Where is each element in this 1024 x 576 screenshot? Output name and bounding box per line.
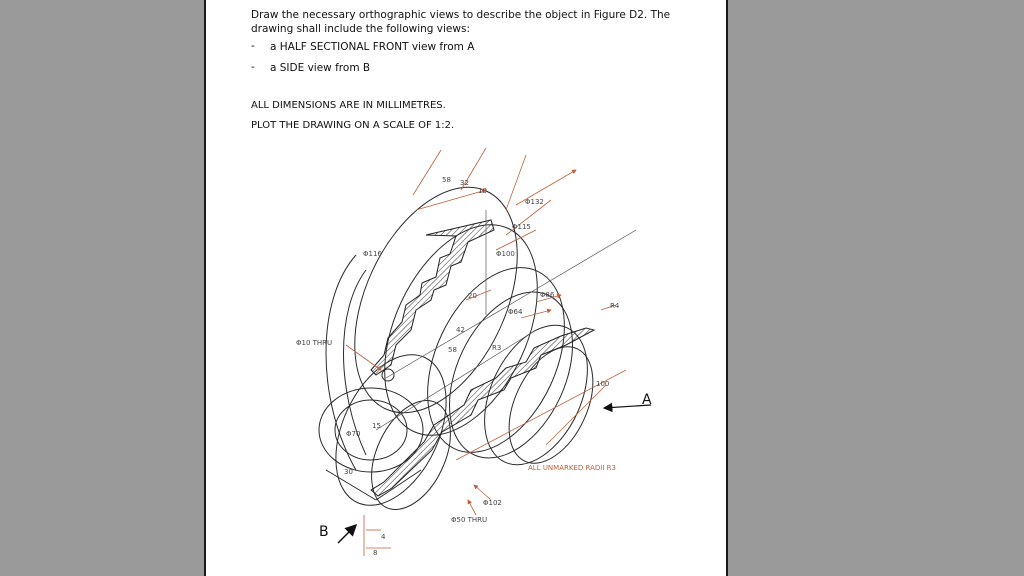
dim-phi116: Φ116 [363, 250, 382, 258]
dim-phi102: Φ102 [483, 499, 502, 507]
dim-phi100: Φ100 [496, 250, 515, 258]
dim-30: 30 [344, 468, 353, 476]
dim-100: 100 [596, 380, 610, 388]
dim-8: 8 [373, 549, 378, 557]
label-a: A [642, 392, 652, 408]
label-b: B [319, 524, 329, 540]
center-lines [376, 210, 636, 430]
note-dimensions: ALL DIMENSIONS ARE IN MILLIMETRES. [251, 100, 446, 111]
note-unmarked-radii: ALL UNMARKED RADII R3 [528, 464, 616, 472]
dim-42: 42 [456, 326, 465, 334]
dim-15: 15 [372, 422, 381, 430]
dim-phi115: Φ115 [512, 223, 531, 231]
dim-phi64: Φ64 [508, 308, 523, 316]
dim-20: 20 [468, 292, 477, 300]
view-arrow-b-icon [338, 525, 356, 543]
dim-phi132: Φ132 [525, 198, 544, 206]
technical-drawing-figure [206, 0, 726, 576]
bullet-side-view: a SIDE view from B [270, 62, 371, 74]
dim-phi86: Φ86 [540, 291, 555, 299]
dim-phi70: Φ70 [346, 430, 361, 438]
note-scale: PLOT THE DRAWING ON A SCALE OF 1:2. [251, 120, 455, 131]
bullet-dash-1: - [251, 40, 255, 52]
dim-phi50-thru: Φ50 THRU [451, 516, 488, 524]
document-page [204, 0, 728, 576]
instruction-line-1: Draw the necessary orthographic views to describe the object in Figure D2. The [251, 9, 671, 21]
dim-10: 10 [478, 187, 487, 195]
dim-phi10-thru: Φ10 THRU [296, 339, 333, 347]
dim-32: 32 [460, 179, 469, 187]
dim-r3: R3 [492, 344, 502, 352]
bullet-front-view: a HALF SECTIONAL FRONT view from A [270, 41, 475, 53]
dim-4: 4 [381, 533, 386, 541]
instruction-line-2: drawing shall include the following views: [251, 23, 470, 35]
dim-r4: R4 [610, 302, 620, 310]
bullet-dash-2: - [251, 61, 255, 73]
dim-58b: 58 [448, 346, 457, 354]
dim-58: 58 [442, 176, 451, 184]
